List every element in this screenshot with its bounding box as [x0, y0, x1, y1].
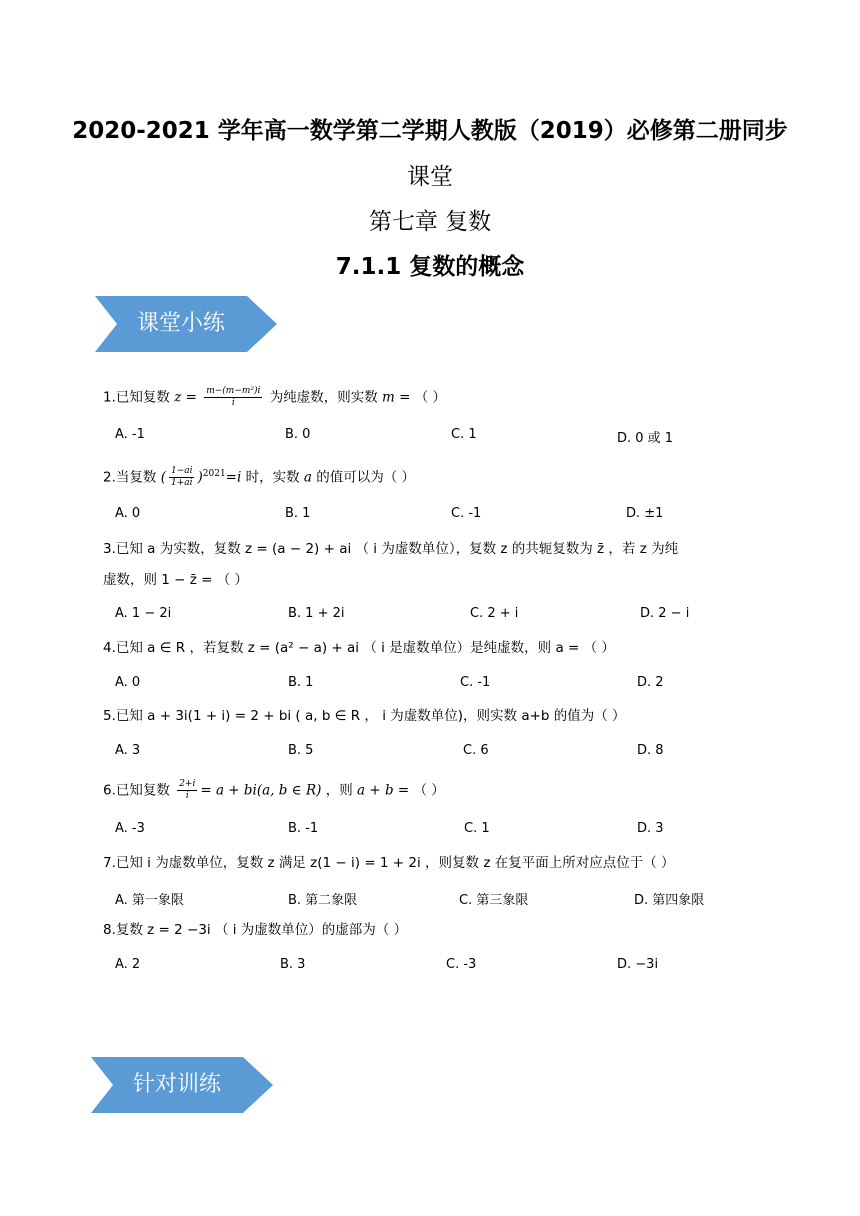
- option-5d: D. 8: [637, 743, 664, 758]
- option-8b: B. 3: [280, 957, 306, 972]
- option-3c: C. 2 + i: [470, 606, 519, 621]
- chapter-title: 第七章 复数: [368, 209, 492, 235]
- option-6d: D. 3: [637, 821, 664, 836]
- option-1a: A. -1: [115, 427, 145, 442]
- document-title-continued: 课堂: [407, 164, 453, 190]
- training-banner-label: 针对训练: [132, 1072, 221, 1097]
- question-5: 5.已知 a + 3i(1 + i) = 2 + bi ( a, b ∈ R ， i 为虚数单位)，则实数 a+b 的值为（ ）: [103, 708, 626, 724]
- question-3-line-1: 3.已知 a 为实数，复数 z = (a − 2) + ai （ i 为虚数单位），复数 z 的共轭复数为 z̄ ，若 z 为纯: [103, 541, 679, 557]
- option-5c: C. 6: [463, 743, 489, 758]
- option-3d: D. 2 − i: [640, 606, 690, 621]
- question-7: 7.已知 i 为虚数单位，复数 z 满足 z(1 − i) = 1 + 2i ，则复数 z 在复平面上所对应点位于（ ）: [103, 855, 675, 871]
- question-2: 2.当复数 ( $\frac{1-ai}{1+ai}$ )$^{2021}$=i 时，实数 a 的值可以为（ ）: [103, 466, 416, 488]
- option-5b: B. 5: [288, 743, 314, 758]
- option-7a: A. 第一象限: [115, 893, 184, 908]
- option-4d: D. 2: [637, 675, 664, 690]
- option-7d: D. 第四象限: [634, 893, 705, 908]
- option-3b: B. 1 + 2i: [288, 606, 345, 621]
- question-3-line-2: 虚数，则 1 − z̄ = （ ）: [103, 572, 249, 588]
- option-2d: D. ±1: [626, 506, 664, 521]
- practice-banner-label: 课堂小练: [136, 311, 225, 336]
- option-1b: B. 0: [285, 427, 311, 442]
- document-title: 2020-2021 学年高一数学第二学期人教版（2019）必修第二册同步: [72, 118, 788, 144]
- practice-banner: [95, 296, 277, 352]
- option-8c: C. -3: [446, 957, 477, 972]
- fraction: $\frac{1-ai}{1+ai}$: [170, 466, 193, 488]
- option-2a: A. 0: [115, 506, 141, 521]
- option-6a: A. -3: [115, 821, 145, 836]
- option-6b: B. -1: [288, 821, 319, 836]
- fraction: $\frac{\text{m−(m−m²)i}}{i}$: [206, 386, 261, 408]
- option-8a: A. 2: [115, 957, 141, 972]
- option-5a: A. 3: [115, 743, 141, 758]
- question-4: 4.已知 a ∈ R ，若复数 z = (a² − a) + ai （ i 是虚数单位）是纯虚数，则 a = （ ）: [103, 640, 615, 656]
- option-8d: D. −3i: [617, 957, 659, 972]
- option-6c: C. 1: [464, 821, 490, 836]
- option-2c: C. -1: [451, 506, 482, 521]
- question-1: 1.已知复数 z = $\frac{\text{m−(m−m²)i}}{i}$ 为纯虚数，则实数 m = （ ）: [103, 386, 446, 408]
- option-4b: B. 1: [288, 675, 314, 690]
- option-4a: A. 0: [115, 675, 141, 690]
- option-4c: C. -1: [460, 675, 491, 690]
- option-1d: D. 0 或 1: [617, 431, 674, 446]
- option-7b: B. 第二象限: [288, 893, 358, 908]
- section-title: 7.1.1 复数的概念: [335, 254, 525, 280]
- question-8: 8.复数 z = 2 −3i （ i 为虚数单位）的虚部为（ ）: [103, 922, 408, 938]
- option-2b: B. 1: [285, 506, 311, 521]
- option-7c: C. 第三象限: [459, 893, 529, 908]
- option-1c: C. 1: [451, 427, 477, 442]
- training-banner: [91, 1057, 273, 1113]
- question-6: 6.已知复数 $\frac{2+i}{i}$ = a + bi(a, b ∈ R) ，则 a + b = （ ）: [103, 779, 445, 801]
- fraction: $\frac{2+i}{i}$: [179, 779, 196, 801]
- option-3a: A. 1 − 2i: [115, 606, 172, 621]
